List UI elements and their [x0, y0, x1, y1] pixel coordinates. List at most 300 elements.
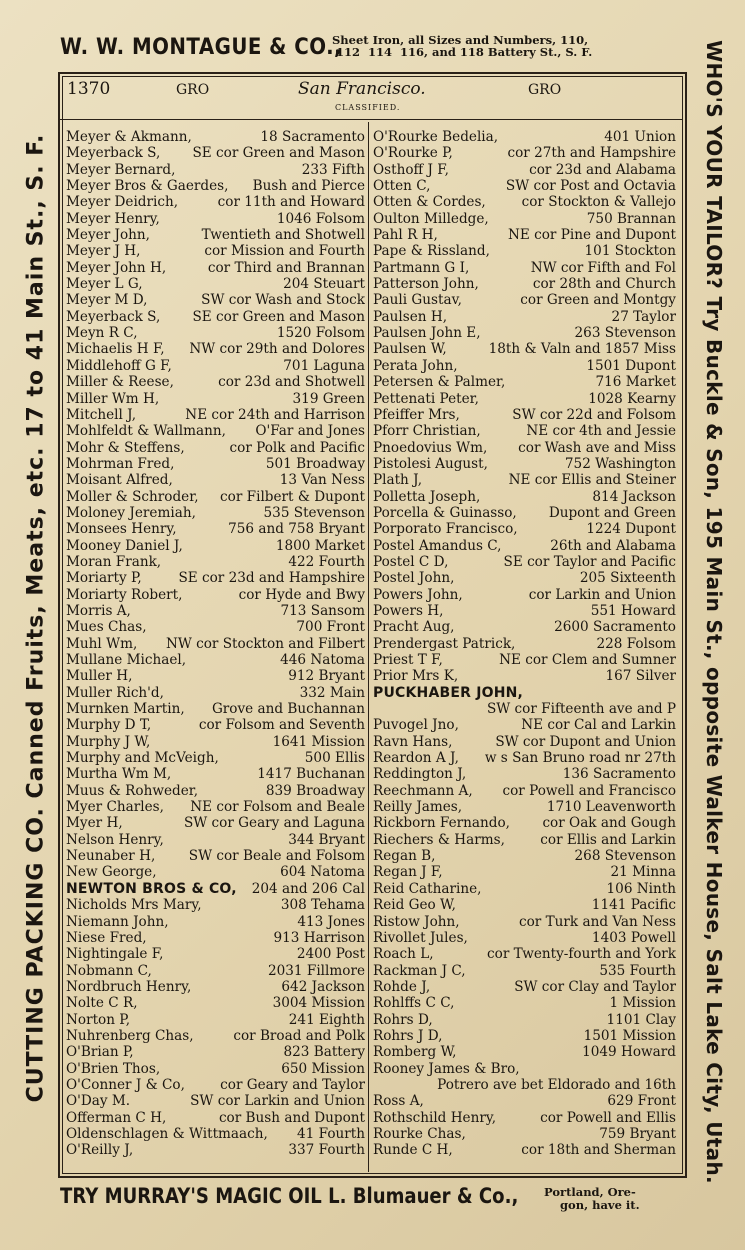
directory-entry [373, 1077, 676, 1093]
entry-name: Murnken Martin, [66, 701, 185, 718]
entry-name: Powers John, [373, 586, 463, 603]
entry-name: Meyer M D, [66, 292, 148, 309]
entry-name: Moller & Schroder, [66, 488, 199, 505]
entry-name: Myer H, [66, 815, 123, 832]
entry-address: cor Polk and Pacific [229, 439, 365, 456]
directory-entry [66, 570, 365, 586]
directory-entry [373, 979, 676, 995]
city-title: San Francisco. [298, 79, 426, 99]
entry-address: 18 Sacramento [260, 129, 365, 145]
entry-address: 1501 Mission [583, 1027, 676, 1044]
entry-name: Ross A, [373, 1093, 424, 1110]
directory-entry [66, 489, 365, 505]
entry-name: Morris A, [66, 602, 131, 619]
directory-entry [373, 309, 676, 325]
entry-address: cor Powell and Francisco [502, 782, 676, 799]
directory-entry [66, 292, 365, 308]
directory-entry [373, 766, 676, 782]
entry-address: 500 Ellis [304, 750, 365, 767]
entry-name: Meyer John, [66, 227, 150, 244]
directory-entry [373, 358, 676, 374]
entry-name: Postel Amandus C, [373, 537, 502, 554]
entry-address: 308 Tehama [280, 897, 365, 914]
directory-entry [66, 636, 365, 652]
entry-name: Reddington J, [373, 766, 467, 783]
directory-entry [66, 162, 365, 178]
directory-entry [373, 1110, 676, 1126]
entry-address: 1141 Pacific [591, 897, 676, 914]
directory-entry [66, 685, 365, 701]
entry-name: Miller & Reese, [66, 374, 174, 391]
entry-address: NE cor 4th and Jessie [526, 423, 676, 440]
entry-address: 551 Howard [590, 602, 676, 619]
entry-address: cor Broad and Polk [233, 1027, 365, 1044]
entry-address: 1028 Kearny [588, 390, 676, 407]
directory-entry [373, 1044, 676, 1060]
directory-entry [66, 587, 365, 603]
entry-name: Muus & Rohweder, [66, 782, 199, 799]
directory-entry [373, 897, 676, 913]
entry-address: SW cor Wash and Stock [201, 292, 365, 309]
entry-address: 814 Jackson [592, 488, 676, 505]
entry-name: Reardon A J, [373, 750, 459, 767]
entry-name: Polletta Joseph, [373, 488, 481, 505]
entry-name: Nordbruch Henry, [66, 978, 192, 995]
directory-entry [66, 619, 365, 635]
entry-name: Prendergast Patrick, [373, 635, 516, 652]
top-advertisement [60, 30, 680, 64]
directory-entry [66, 1093, 365, 1109]
entry-address: NW cor 29th and Dolores [189, 341, 365, 358]
classified-label: CLASSIFIED. [335, 103, 401, 112]
entry-address: 1641 Mission [272, 733, 365, 750]
entry-name: Pahl R H, [373, 227, 438, 244]
directory-entry [373, 1126, 676, 1142]
entry-address: 413 Jones [297, 913, 365, 930]
directory-entry [66, 145, 365, 161]
entry-name: Regan J F, [373, 864, 443, 881]
entry-address: cor Wash ave and Miss [518, 439, 676, 456]
entry-name: Meyer & Akmann, [66, 129, 192, 145]
entry-name: Reid Geo W, [373, 897, 456, 914]
entry-address: 233 Fifth [301, 161, 365, 178]
entry-address: cor 11th and Howard [217, 194, 365, 211]
header-divider [60, 119, 683, 120]
entry-name: Niemann John, [66, 913, 169, 930]
page-header [62, 76, 677, 116]
entry-name: Michaelis H F, [66, 341, 165, 358]
directory-entry [373, 341, 676, 357]
entry-name: O'Brian P, [66, 1044, 134, 1061]
entry-address: NW cor Fifth and Fol [530, 259, 676, 276]
entry-address: SW cor Post and Octavia [505, 178, 676, 195]
entry-address: 2600 Sacramento [554, 619, 676, 636]
entry-address: 2400 Post [296, 946, 365, 963]
entry-name: Mohrman Fred, [66, 455, 175, 472]
entry-address: cor Oak and Gough [542, 815, 676, 832]
directory-entry [66, 341, 365, 357]
entry-name: Moisant Alfred, [66, 472, 173, 489]
entry-name: Miller Wm H, [66, 390, 160, 407]
directory-entry [66, 1142, 365, 1158]
entry-name: Meyn R C, [66, 325, 138, 342]
entry-name: Petersen & Palmer, [373, 374, 506, 391]
directory-entry [66, 407, 365, 423]
entry-name: Moriarty Robert, [66, 586, 183, 603]
right-side-advertisement: WHO'S YOUR TAILOR? Try Buckle & Son, 195 Main St., opposite Walker House, Salt Lake City, Utah. [702, 40, 726, 1184]
directory-entry [66, 668, 365, 684]
entry-name: Oulton Milledge, [373, 210, 489, 227]
directory-entry [66, 440, 365, 456]
entry-name: Muller H, [66, 668, 133, 685]
entry-address: 1403 Powell [591, 929, 676, 946]
entry-address: 446 Natoma [280, 652, 365, 668]
entry-name: Otten & Cordes, [373, 194, 486, 211]
entry-name: Perata John, [373, 357, 458, 374]
entry-address: cor Mission and Fourth [204, 243, 365, 260]
directory-entry [373, 407, 676, 423]
entry-address: 106 Ninth [606, 880, 676, 897]
entry-address: SW cor Clay and Taylor [514, 978, 676, 995]
directory-entry [66, 129, 365, 145]
directory-entry [66, 243, 365, 259]
bottom-ad-main: TRY MURRAY'S MAGIC OIL L. Blumauer & Co., [60, 1184, 519, 1208]
directory-entry [373, 374, 676, 390]
entry-name: Reilly James, [373, 799, 463, 816]
entry-address: cor Turk and Van Ness [518, 913, 676, 930]
directory-entry [66, 734, 365, 750]
directory-entry [66, 1061, 365, 1077]
directory-entry [373, 963, 676, 979]
entry-address: 701 Laguna [283, 357, 365, 374]
directory-entry [66, 881, 365, 897]
directory-entry [373, 881, 676, 897]
directory-entry [66, 227, 365, 243]
entry-name: Mohlfeldt & Wallmann, [66, 423, 226, 440]
entry-name: Murphy J W, [66, 733, 151, 750]
entry-address: 204 Steuart [283, 276, 365, 293]
entry-address: NE cor Folsom and Beale [190, 799, 365, 816]
entry-name: Norton P, [66, 1011, 131, 1028]
entry-address: NE cor 24th and Harrison [185, 406, 365, 423]
directory-entry [66, 1028, 365, 1044]
entry-name: Nuhrenberg Chas, [66, 1027, 194, 1044]
entry-name: Rohrs J D, [373, 1027, 443, 1044]
directory-entry [66, 603, 365, 619]
entry-address: 750 Brannan [586, 210, 676, 227]
entry-name: Pettenati Peter, [373, 390, 479, 407]
entry-address: 839 Broadway [265, 782, 365, 799]
entry-name: Mohr & Steffens, [66, 439, 185, 456]
entry-address: 1101 Clay [606, 1011, 676, 1028]
directory-entry [373, 162, 676, 178]
entry-name: Porcella & Guinasso, [373, 504, 517, 521]
directory-entry [66, 979, 365, 995]
directory-entry [373, 864, 676, 880]
entry-address: 1501 Dupont [586, 357, 676, 374]
entry-address: 136 Sacramento [562, 766, 676, 783]
entry-name: Pape & Rissland, [373, 243, 490, 260]
entry-address: 263 Stevenson [574, 325, 676, 342]
directory-entry [373, 276, 676, 292]
directory-entry [66, 701, 365, 717]
entry-address: cor Filbert & Dupont [220, 488, 365, 505]
entry-name: Meyer Bros & Gaerdes, [66, 178, 229, 195]
entry-address: 1520 Folsom [276, 325, 365, 342]
entry-address: 337 Fourth [288, 1142, 365, 1159]
bottom-ad-text: Portland, Ore- gon, have it. [544, 1185, 640, 1212]
entry-address: NW cor Stockton and Filbert [165, 635, 365, 652]
entry-name: Ravn Hans, [373, 733, 453, 750]
entry-name: Rivollet Jules, [373, 929, 468, 946]
page-number: 1370 [67, 79, 111, 99]
entry-address: 501 Broadway [265, 455, 365, 472]
entry-name: Murphy and McVeigh, [66, 750, 219, 767]
entry-name: Roach L, [373, 946, 434, 963]
entry-address: 823 Battery [283, 1044, 365, 1061]
entry-address: 27 Taylor [611, 308, 676, 325]
entry-address: 650 Mission [281, 1060, 365, 1077]
entry-address: cor Hyde and Bwy [238, 586, 365, 603]
entry-address: cor Geary and Taylor [220, 1076, 365, 1093]
entry-name: Mitchell J, [66, 406, 137, 423]
directory-entry [373, 440, 676, 456]
top-ad-firm-name: W. W. MONTAGUE & CO., [60, 34, 343, 60]
directory-entry [66, 1077, 365, 1093]
directory-entry [66, 1110, 365, 1126]
directory-entry [66, 505, 365, 521]
directory-entry [66, 783, 365, 799]
entry-address: 101 Stockton [584, 243, 676, 260]
entry-name: Meyer Bernard, [66, 161, 176, 178]
entry-name: Nicholds Mrs Mary, [66, 897, 202, 914]
directory-entry [373, 292, 676, 308]
entry-name: Reechmann A, [373, 782, 473, 799]
entry-address: cor 23d and Shotwell [218, 374, 365, 391]
entry-address: 268 Stevenson [574, 848, 676, 865]
entry-name: Moriarty P, [66, 570, 142, 587]
directory-entry [373, 178, 676, 194]
directory-entry [373, 260, 676, 276]
entry-name: O'Rourke Bedelia, [373, 129, 499, 145]
entry-name: Niese Fred, [66, 929, 147, 946]
directory-entry [373, 145, 676, 161]
entry-address: Dupont and Green [548, 504, 676, 521]
entry-address: 912 Bryant [288, 668, 365, 685]
entry-name: Pistolesi August, [373, 455, 488, 472]
directory-entry [66, 194, 365, 210]
entry-address: 1049 Howard [582, 1044, 676, 1061]
directory-entry [66, 930, 365, 946]
entry-name: Rackman J C, [373, 962, 466, 979]
entry-address: 205 Sixteenth [579, 570, 676, 587]
directory-entry [373, 995, 676, 1011]
entry-address: SW cor Geary and Laguna [183, 815, 365, 832]
directory-entry [66, 276, 365, 292]
directory-entry [66, 848, 365, 864]
directory-entry [373, 243, 676, 259]
directory-entry [66, 391, 365, 407]
left-column [66, 129, 365, 1159]
entry-name: Myer Charles, [66, 799, 164, 816]
directory-entry [373, 554, 676, 570]
entry-address: 344 Bryant [288, 831, 365, 848]
entry-address: 422 Fourth [288, 553, 365, 570]
directory-entry [373, 538, 676, 554]
directory-entry [373, 717, 676, 733]
entry-address: 1224 Dupont [586, 521, 676, 538]
entry-address: 204 and 206 Cal [251, 880, 365, 897]
directory-entry [373, 211, 676, 227]
directory-entry [66, 554, 365, 570]
directory-entry [66, 995, 365, 1011]
directory-entry [373, 456, 676, 472]
entry-address: Twentieth and Shotwell [201, 227, 365, 244]
directory-entry [373, 750, 676, 766]
entry-name: Pracht Aug, [373, 619, 455, 636]
entry-name: Pnoedovius Wm, [373, 439, 488, 456]
entry-address: 629 Front [607, 1093, 676, 1110]
directory-entry [373, 194, 676, 210]
directory-entry [373, 701, 676, 717]
directory-entry [66, 374, 365, 390]
directory-entry [66, 799, 365, 815]
entry-address: cor Stockton & Vallejo [521, 194, 676, 211]
directory-entry [373, 946, 676, 962]
entry-address: NE cor Pine and Dupont [507, 227, 676, 244]
entry-address: cor 23d and Alabama [529, 161, 676, 178]
entry-address: 13 Van Ness [279, 472, 365, 489]
entry-address: cor Third and Brannan [207, 259, 365, 276]
directory-entry [66, 864, 365, 880]
directory-entry [66, 325, 365, 341]
entry-name: Rooney James & Bro, [373, 1060, 520, 1077]
entry-address: cor 27th and Hampshire [507, 145, 676, 162]
directory-entry [373, 423, 676, 439]
entry-address: 228 Folsom [596, 635, 676, 652]
entry-name: Meyerback S, [66, 308, 161, 325]
entry-name: Otten C, [373, 178, 431, 195]
directory-entry [373, 652, 676, 668]
entry-address: SW cor Larkin and Union [190, 1093, 365, 1110]
bottom-advertisement [60, 1182, 680, 1218]
entry-address: 332 Main [299, 684, 365, 701]
directory-entry [373, 1093, 676, 1109]
entry-address: 1 Mission [609, 995, 676, 1012]
entry-name: Osthoff J F, [373, 161, 449, 178]
directory-entry [373, 603, 676, 619]
entry-address: Grove and Buchannan [211, 701, 365, 718]
entry-address: 26th and Alabama [550, 537, 676, 554]
entry-name: Neunaber H, [66, 848, 156, 865]
directory-entry [66, 750, 365, 766]
directory-entry [66, 832, 365, 848]
directory-entry [373, 489, 676, 505]
entry-address: 1417 Buchanan [257, 766, 365, 783]
entry-address: SE cor Taylor and Pacific [503, 553, 676, 570]
directory-entry [66, 423, 365, 439]
entry-name: Rohde J, [373, 978, 431, 995]
entry-name: Moloney Jeremiah, [66, 504, 196, 521]
column-divider [368, 122, 369, 1172]
entry-address: 1800 Market [275, 537, 365, 554]
directory-entry [373, 783, 676, 799]
directory-entry [373, 1142, 676, 1158]
entry-name: O'Conner J & Co, [66, 1076, 185, 1093]
directory-entry [373, 521, 676, 537]
entry-address: 319 Green [292, 390, 365, 407]
entry-name: Rothschild Henry, [373, 1109, 497, 1126]
directory-entry [66, 815, 365, 831]
directory-entry [373, 848, 676, 864]
directory-entry [66, 963, 365, 979]
entry-name: PUCKHABER JOHN, [373, 684, 524, 701]
entry-name: New George, [66, 864, 157, 881]
entry-name: Priest T F, [373, 652, 443, 668]
entry-address: 2031 Fillmore [267, 962, 365, 979]
directory-entry [66, 717, 365, 733]
entry-name: Rohrs D, [373, 1011, 433, 1028]
entry-address: 713 Sansom [280, 602, 365, 619]
entry-address: 642 Jackson [281, 978, 365, 995]
entry-name: O'Rourke P, [373, 145, 453, 162]
entry-name: Partmann G I, [373, 259, 470, 276]
entry-address: SW cor Dupont and Union [495, 733, 676, 750]
entry-name: Rourke Chas, [373, 1125, 466, 1142]
entry-address: 756 and 758 Bryant [228, 521, 365, 538]
entry-address: 41 Fourth [297, 1125, 365, 1142]
entry-name: Paulsen H, [373, 308, 448, 325]
entry-address: 759 Bryant [599, 1125, 676, 1142]
entry-address: cor Bush and Dupont [218, 1109, 365, 1126]
right-column [373, 129, 676, 1159]
entry-name: Nobmann C, [66, 962, 152, 979]
entry-address: 535 Fourth [599, 962, 676, 979]
directory-entry [373, 619, 676, 635]
directory-entry [66, 897, 365, 913]
directory-entry [373, 505, 676, 521]
directory-entry [66, 309, 365, 325]
directory-entry [373, 1028, 676, 1044]
entry-name: Nelson Henry, [66, 831, 164, 848]
directory-entry [66, 521, 365, 537]
entry-name: Powers H, [373, 602, 444, 619]
directory-entry [66, 766, 365, 782]
entry-address: cor Folsom and Seventh [198, 717, 365, 734]
entry-name: Meyer Henry, [66, 210, 160, 227]
entry-address: 716 Market [595, 374, 676, 391]
entry-name: Paulsen W, [373, 341, 447, 358]
entry-name: O'Brien Thos, [66, 1060, 161, 1077]
entry-address: SW cor Beale and Folsom [188, 848, 365, 865]
entry-address: 167 Silver [605, 668, 676, 685]
directory-entry [373, 570, 676, 586]
entry-name: O'Reilly J, [66, 1142, 134, 1159]
entry-address: O'Far and Jones [255, 423, 365, 440]
entry-name: Riechers & Harms, [373, 831, 505, 848]
entry-address: SE cor Green and Mason [192, 145, 365, 162]
entry-name: Porporato Francisco, [373, 521, 518, 538]
entry-address: 3004 Mission [272, 995, 365, 1012]
entry-name: Monsees Henry, [66, 521, 177, 538]
directory-entry [66, 652, 365, 668]
entry-name: Muller Rich'd, [66, 684, 164, 701]
entry-name: Meyer L G, [66, 276, 143, 293]
entry-name: O'Day M. [66, 1093, 131, 1110]
top-ad-text: Sheet Iron, all Sizes and Numbers, 110, 112 114 116, and 118 Battery St., S. F. [332, 33, 593, 59]
directory-entry [373, 914, 676, 930]
directory-entry [373, 227, 676, 243]
